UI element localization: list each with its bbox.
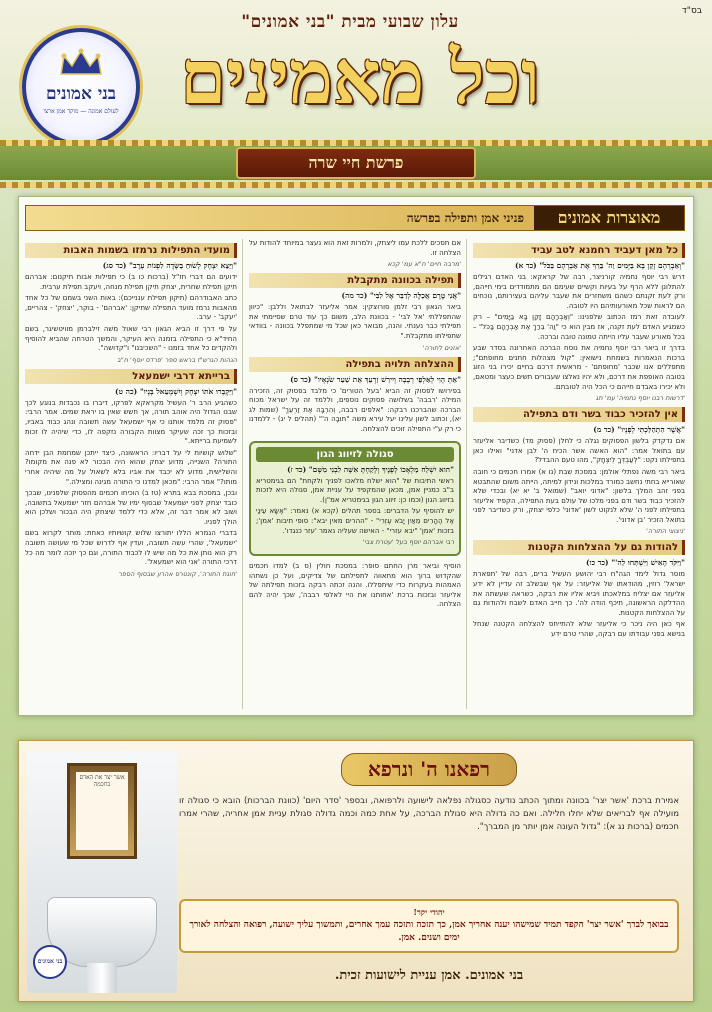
column-divider xyxy=(242,239,243,709)
bsd-mark: בס"ד xyxy=(681,6,702,16)
banner-subtitle: פניני אמן ותפילה בפרשה xyxy=(406,211,524,225)
article-verse: "וַיִּקְבְּרוּ אֹתוֹ יִצְחָק וְיִשְׁמָעֵאל בָּנָיו" (כה ט) xyxy=(114,386,237,396)
ornament-bar-bottom xyxy=(0,182,712,188)
newsletter-subtitle: עלון שבועי מבית "בני אמונים" xyxy=(241,12,459,32)
article-body: בפירושו לפסוק זה הביא 'בעל הטורים' כי מלבד בפסוק זה, הזכירה המילה 'רבבה' בשלושה פסוקים נוספים, וללמד זה על ישראל מכוח הברכה שהברכנו רבקה: "אלפים רבבה, וְהִרְבָּה אֶת זַרְעֵךְ" (שמות לג יא), וכתוב לשון עלינו יעל עירא משה "תּוּבָה ה'" (תהלים ל יג) - ללמדנו כי רק ע"י התפילה זוכים להצלחה. xyxy=(249,386,461,433)
article-body: ביאר רבי משה נפתלי אולמן: במסכת שבת (נו א) אמרו חכמים כי חובה שאורייא בחתי נחשב כמורד במלכות ונידון למיתה, הייתה משום שהתבטא בפני זהב המלך בלשון: "אדוני יואב" (שמואל ב' יא יא) ובכדי שלא להזכיר כבוד בשר ודם בפני מלכו של עולם בעת התפילה, הקפיד אליעזר בתפילתו לפני ה' שלא לנקוט לשון 'אדוני' כלפי יצחק, ורק כשדיבר לפני בתואל הזכיר 'בן אדוני'. xyxy=(473,467,685,524)
article-body: כשהגיע הרב ר' העשיל מקראקא לפרקו, דיברו בו נכבדות בנוגע לכך שבנו הגדול היה אוהב תורה, אך חשש שאין בו יראת שמים. אמר הרבי: "פסוק זה מלמד אותנו כי אף ישמעאל עשה תשובה ונהג כבוד באביו, ובזכות כך זכה שעיקר מצוות הקבורה נזקפה לו, כדי שיהיה לו זכות לשמיעת ברייתא." xyxy=(25,398,237,446)
crown-icon xyxy=(58,48,104,78)
column-middle xyxy=(249,239,461,709)
article-body: ובכן, במסכת בבא בתרא (טז ב) הוכיחו חכמים מהפסוק שלפנינו, שבכך כובד יצחק לפני ישמעאל שבסוף ימיו של אברהם חזר ישמעאל בתשובה, ושוב לא אמר דבר זה, אלא כדי ללמד שיצחק היה הבכור ושלכן הוא הולך לפניו. xyxy=(25,489,237,526)
article-body: מוסר גדול לימד הגה"ח רבי יהושע העשיל ברים, רבה של 'תפארת ישראל' רוזין, מהודאתו של אליעזר: על אף שבשלב זה עדיין לא ידע אליעזר אם יצליח במלאכתו ויביא אליו את רבקה, כשראה שעשתה את ההדלקה הראשונה, תיכף הודה לה'. כך חייב האדם לשבח ולהודות גם על ההצלחות הקטנות. xyxy=(473,570,685,617)
footer-text: אמירת ברכת 'אשר יצר' בכוונה ומתוך הכתב נודעה כסגולה נפלאה לישועה ולרפואה, ובספר 'סדר היום' (כוונת הברכות) הובא כי סגולה זו מועילה אף לבריאים שלא יחלו חלילה. ואם כה גדולה היא סגולת הברכה, על אחת כמה וכמה גדולה סגולת עניית אמן אחריה, שהרי אמרו חכמים (ברכות נג א): "גדול העונה אמן יותר מן המברך". xyxy=(179,796,679,832)
article-body: ביאר הגאון רבי זלמן סורוצקין: אמר אליעזר לבתואל וללבן: "כיוון שהתפללתי 'אל לבי' - בכוונת הלב, משום כך עוד טרם שסיימתי את תפילתי כבר נענתי. והנה, מבואר כאן שכל מי שמתפלל בכוונה - בוודאי שתפילתו מתקבלת." xyxy=(249,303,461,340)
article-verse: "וַיֵּצֵא יִצְחָק לָשׂוּחַ בַּשָּׂדֶה לִפְנוֹת עָרֶב" (כד סג) xyxy=(102,261,237,270)
banner-title: מאוצרות אמונים xyxy=(534,206,684,230)
article-verse: "וַיִּקֹּד הָאִישׁ וַיִּשְׁתַּחוּ לַה'" (כד כו) xyxy=(586,558,685,568)
article-title: כל מאן דעביד רחמנא לטב עביד xyxy=(473,243,685,258)
column-right xyxy=(473,239,685,709)
article-verse: "אֲשֶׁר הִתְהַלַּכְתִּי לְפָנָיו" (כד מ) xyxy=(593,425,685,435)
footer-heading-text: רפאנו ה' ונרפא xyxy=(341,753,517,786)
article-body: כתב האבודרהם (תיקון תפילת עננייכם): באות השני בשמם של כל אחד מהאבות נרמז מועד התפילה שתיקן: 'אברהם' - בוקר, 'יצחק' - צהריים, 'יעקב' - ערב. xyxy=(25,294,237,322)
article-source: 'ניצוצי התורה' xyxy=(646,527,685,536)
footer-callout xyxy=(179,899,679,953)
article-body: לעובדה זאת רמז הכתוב שלפנינו: "וְאַבְרָהָם זָקֵן בָּא בַּיָּמִים" – רק כשמגיע האדם לעת זקנה, אז מבין הוא כי "וַה' בֵּרַךְ אֶת אַבְרָהָם בַּכֹּל" – בכל מאורע שעבר עליו הייתה טמונה טובה וברכה. xyxy=(473,313,685,341)
article-source: 'אזנים לתורה' xyxy=(422,343,461,352)
section-banner xyxy=(25,205,685,231)
article-body: אם תסכים ללכת עמו ליצחק, ולמרות זאת הוא נעצר במיוחד להודות על הצלחה זו. xyxy=(249,239,461,257)
segula-verse: "הוא יִשְׁלַח מַלְאָכוֹ לְפָנֶיךָ וְלָקַחְתָּ אִשָּׁה לִבְנִי מִשָּׁם" (כד ז) xyxy=(287,464,454,474)
frame-text: אשר יצר את האדם בחכמה xyxy=(76,772,128,850)
sink-pedestal xyxy=(87,963,117,993)
article-body: דרש רבי יוסף נחמיה קורניצר, רבה של קראקא: בני האדם רגילים להתלונן ללא הרף על בעיות וקשיים שעימם הם מתמודדים בימי חייהם, ורק לעת זקנתם כשהם משחזרים את שעבר עליהם בעצירותם, נוכחים הם לראות שכל מאורעותיהם היו לטובה. xyxy=(473,273,685,310)
article-title: תפילה בכוונה מתקבלת xyxy=(249,273,461,288)
article-source: 'מרבה חיים' ח"א עמ' קכא xyxy=(387,260,461,269)
article-source: הגהות הגרש"ז בראש ספר 'פרדס יוסף' ח"ב xyxy=(116,355,237,364)
article-title: להודות גם על ההצלחות הקטנות xyxy=(473,540,685,555)
segula-body: ראשי התיבות של "הוא ישלח מלאכו לפניך ולקחת" הם בגימטריא ב"ב כמניין אמן, מכאן שהמקפיד על עניית אמן, סגולה היא לזכות בזיווג הגון (וכמו כן: זיווג הגון בגימטריא אמ"ן). xyxy=(256,476,454,504)
segula-box xyxy=(249,441,461,557)
article-body: בדברי הגמרא הללו יתורצו שלוש קושיותיו כאחת: מותר לקרוא בשם 'ישמעאל', שהרי עשה תשובה, ועדין אף לדרוש שכל מי שעושה תשובה רק הוא נותן את כל מה שיש לו לכבוד התורה, וגם כך יזכה לומר מה כל דרכי התורה 'אני הוא ישמעאל'. xyxy=(25,529,237,567)
sink-illustration xyxy=(27,751,177,993)
header xyxy=(0,0,712,190)
logo xyxy=(22,28,140,146)
article-body: בדרך זו ביאר רבי יוסף נחמיה את נוסח הברכה האחרונה בסדר שבע ברכות הנאמרות בשמחת נישואין: "קול מצהלות חתנים מחופתם"; מתפללים אנו שכבר 'מחופתם' - מראשית דרכם בחיים יכירו בני הזוג בטובה האופפת את דרכם, ולא יהיו נאלצו שעבורים תשים כעצר ומטאם, ולא יכירו באבדם חייהם כי הכל היה לטובתם. xyxy=(473,344,685,391)
article-body: ידועים הם דברי חז"ל (ברכות כו ב) כי תפילות אבות תיקנום: אברהם תיקן תפילת שחרית, יצחק תיקן תפילת מנחה, ויעקב תפילת ערבית. xyxy=(25,273,237,291)
article-source: 'דרשות רבנו יוסף נחמיה' עמ' תג xyxy=(595,394,685,403)
article-verse: "אַתְּ הָוִי לְאַלְפֵי רְבָבָה וְיִירַשׁ זַרְעֵךְ אֵת שַׁעַר שֹׂנְאָיו" (כד ס) xyxy=(290,374,461,384)
footer-callout-text: בבואך לברך 'אשר יצר' הקפד תמיד שמישהו יענה אחריך אמן, כך תזכה ותזכה עמך אחרים, ותמשוך עליך ישועה, רפואה והצלחה לאורך ימים ושנים. אמן. xyxy=(189,920,669,943)
column-divider xyxy=(466,239,467,709)
newsletter-title: וכל מאמינים xyxy=(180,35,540,121)
content-panel xyxy=(18,196,694,716)
article-title: ההצלחה תלויה בתפילה xyxy=(249,357,461,372)
article-verse: "אֲנִי טֶרֶם אֲכַלֶּה לְדַבֵּר אֶל לִבִּי" (כד מה) xyxy=(341,291,461,301)
segula-title: סגולה לזיווג הגון xyxy=(256,447,454,462)
footer-slogan: בני אמונים. אמן עניית לישועות זכית. xyxy=(334,968,524,983)
article-verse: "וְאַבְרָהָם זָקֵן בָּא בַּיָּמִים וַה' בֵּרַךְ אֶת אַבְרָהָם בַּכֹּל" (כד א) xyxy=(514,261,685,270)
article-title: אין להזכיר כבוד בשר ודם בתפילה xyxy=(473,407,685,422)
segula-body: יש להוסיף על הדברים: בספר תהלים (קכא א) נאמר: "אֶשָּׂא עֵינַי אֶל הֶהָרִים מֵאַיִן יָבֹא עֶזְרִי" - "ההרים מאין יבא": סופי תיבות 'אמן'; בזכות 'אמן' "יבא עזרי" - האישה שעליה נאמר 'עזר כנגדו'. xyxy=(256,507,454,535)
article-title: ברייתא דרבי ישמעאל xyxy=(25,369,237,384)
footer-logo: בני אמונים xyxy=(33,945,67,979)
article-source: 'חוגת התורה', קונטרס אהרון שבסוף הספר xyxy=(118,569,237,578)
article-title: מועדי התפילות נרמזו בשמות האבות xyxy=(25,243,237,258)
column-left xyxy=(25,239,237,709)
article-body: אם נדקדק בלשון הפסוקים נגלה כי לחלן (פסוק מד) כשדיבר אליעזר עם בתואל אמר: "הוא האשה אשר הכיח ה' לבן אדני" ואילו כאן בתפילתו נקט: "לְעַבְדְּךָ לְיִצְחָק", מהו טעם ההבדל? xyxy=(473,437,685,465)
article-body: על פי דרך זו הביא הגאון רבי שאול משה זילברמן מוויטשיגר, בשם החיד"א כי התפילה בזמנה היא העיקר, והמשך הטרחה שהביא להוסיף ולהקדים כל אחד בזמנו - "השכיבנו" ו"קדושה". xyxy=(25,324,237,353)
article-body: הוסיף וביאר מרן החתם סופר: במסכת חולין (ס ב) למדו חכמים שהקדוש ברוך הוא מתאווה לתפילתם של צדיקים, ועל כן נשתהו האמהות בעקרות כדי שיתפללו. והנה זכתה רבקה בזכות תפילתה של אליעזר ובזכות ברכת 'אחותנו את היי לאלפי רבבה', שכך יהיה להם הצלחה. xyxy=(249,562,461,609)
footer-heading xyxy=(179,753,679,786)
logo-caption: לעולם אמונה — מוקד אמן ארצי xyxy=(43,108,119,115)
picture-frame xyxy=(67,763,137,859)
footer-callout-label: יהודי יקר! xyxy=(413,907,445,917)
article-body: אף כאן היה ניכר כי אליעזר שלא להתייחס להצלחה הקטנה שנחל בנישא בפני עבודתו עם רבקה, שהרי טרם ידע xyxy=(473,620,685,639)
parasha-title: פרשת חיי שרה xyxy=(236,147,476,179)
segula-source: רבי אברהם יוסף בעל 'עטרת צבי' xyxy=(362,538,454,547)
footer-ad xyxy=(18,740,694,1002)
logo-text: בני אמונים xyxy=(45,84,117,104)
article-body: "שלוש קושיות לי על דבריו: הראשונה, כיצד ייתכן שמחמת הבן ידחה התורה? השנייה, מדוע יצחק שהוא היה הבכור לא פנה את מקומו? והשלישית, מדוע לא יכבד את אביו בלא לשאול על מה שיהיה אחרי מותו?" אמר הרבי: "מכאן למדנו כי התורה מגינה ומצילה." xyxy=(25,448,237,486)
